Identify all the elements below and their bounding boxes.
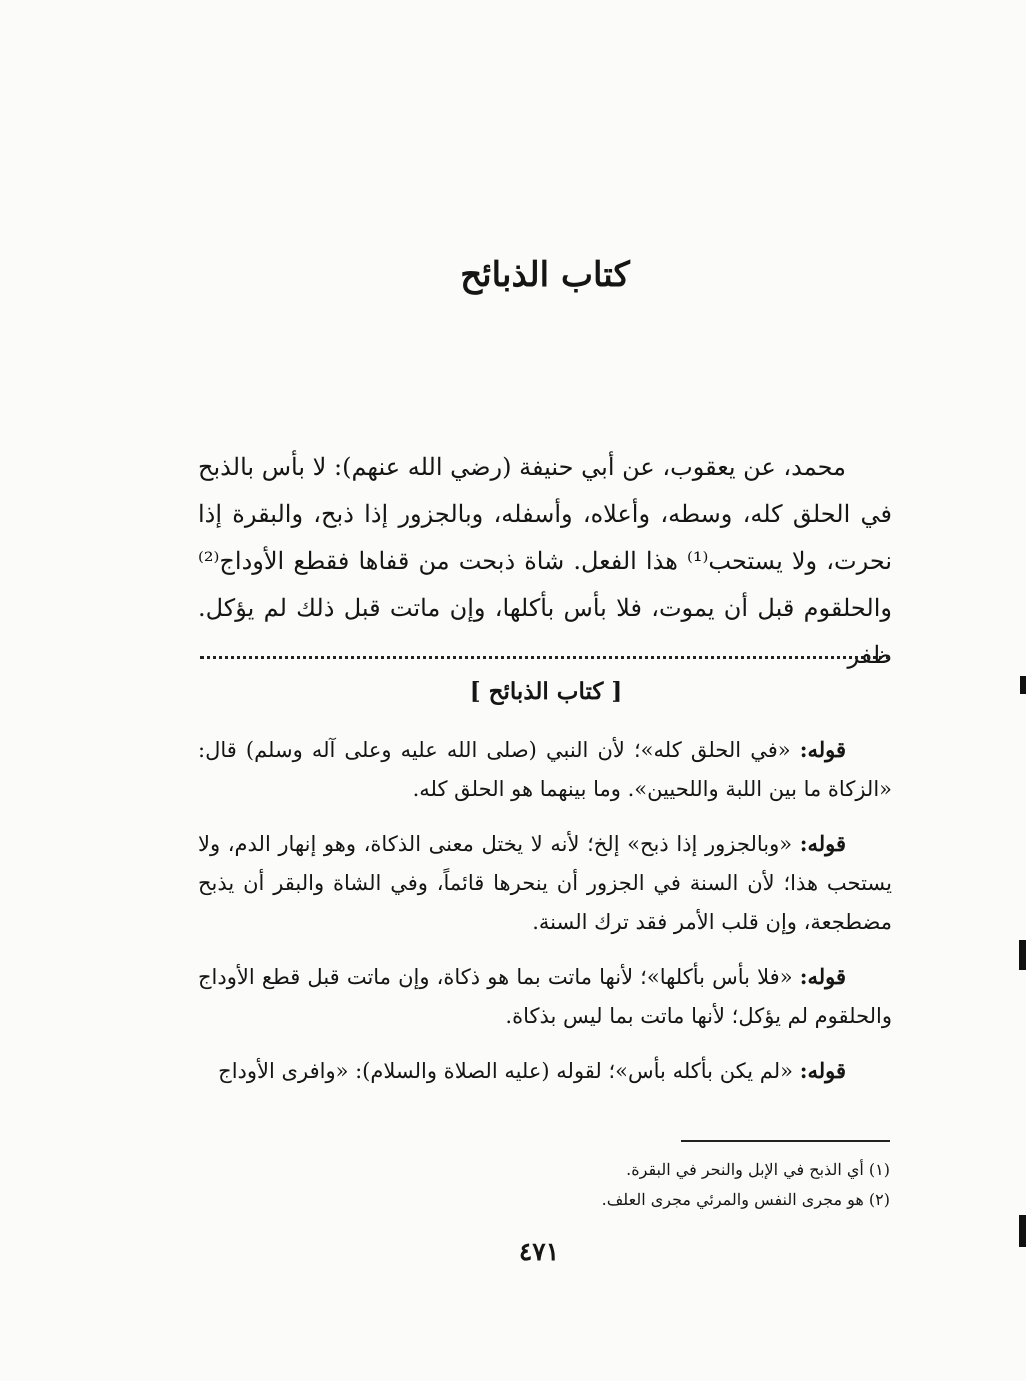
commentary-paragraph — [198, 730, 892, 809]
commentary-text-segment: «لم يكن بأكله بأس»؛ لقوله (عليه الصلاة والسلام): «وافرى الأوداج — [218, 1059, 800, 1083]
commentary-lead: قوله: — [799, 964, 846, 989]
commentary-paragraph — [198, 1051, 892, 1091]
commentary-text-segment: «في الحلق كله»؛ لأن النبي (صلى الله عليه وعلى آله وسلم) قال: «الزكاة ما بين اللبة واللحيين». وما بينهما هو الحلق كله. — [198, 738, 892, 801]
main-paragraph: محمد، عن يعقوب، عن أبي حنيفة (رضي الله عنهم): لا بأس بالذبح في الحلق كله، وسطه، وأعلاه، وأسفله، وبالجزور إذا ذبح، والبقرة إذا نحرت، ولا يستحب⁽¹⁾ هذا الفعل. شاة ذبحت من قفاها فقطع الأوداج⁽²⁾ والحلقوم قبل أن يموت، فلا بأس بأكلها، وإن ماتت قبل ذلك لم يؤكل. ظفر — [198, 453, 892, 669]
commentary-text — [198, 730, 892, 1106]
scan-edge-mark — [1019, 1215, 1026, 1247]
commentary-text-segment: «وبالجزور إذا ذبح» إلخ؛ لأنه لا يختل معنى الذكاة، وهو إنهار الدم، ولا يستحب هذا؛ لأن السنة في الجزور أن ينحرها قائماً، وفي الشاة والبقر أن يذبح مضطجعة، وإن قلب الأمر فقد ترك السنة. — [198, 832, 892, 934]
footnotes — [500, 1155, 890, 1215]
page-title: كتاب الذبائح — [460, 255, 630, 295]
commentary-lead: قوله: — [799, 831, 846, 856]
commentary-text-segment: «فلا بأس بأكلها»؛ لأنها ماتت بما هو ذكاة، وإن ماتت قبل قطع الأوداج والحلقوم لم يؤكل؛ لأنها ماتت بما ليس بذكاة. — [198, 965, 892, 1028]
commentary-heading: [ كتاب الذبائح ] — [469, 678, 623, 705]
dotted-separator — [200, 656, 890, 659]
commentary-lead: قوله: — [799, 737, 846, 762]
commentary-paragraph — [198, 957, 892, 1036]
page-number: ٤٧١ — [518, 1237, 560, 1266]
scan-edge-mark — [1019, 940, 1026, 970]
main-text — [198, 444, 892, 679]
footnote-separator — [681, 1140, 890, 1142]
footnote-2: (٢) هو مجرى النفس والمرئي مجرى العلف. — [601, 1190, 890, 1209]
scan-edge-mark — [1020, 676, 1026, 694]
commentary-paragraph — [198, 824, 892, 942]
commentary-lead: قوله: — [799, 1058, 846, 1083]
footnote-1: (١) أي الذبح في الإبل والنحر في البقرة. — [626, 1160, 890, 1179]
